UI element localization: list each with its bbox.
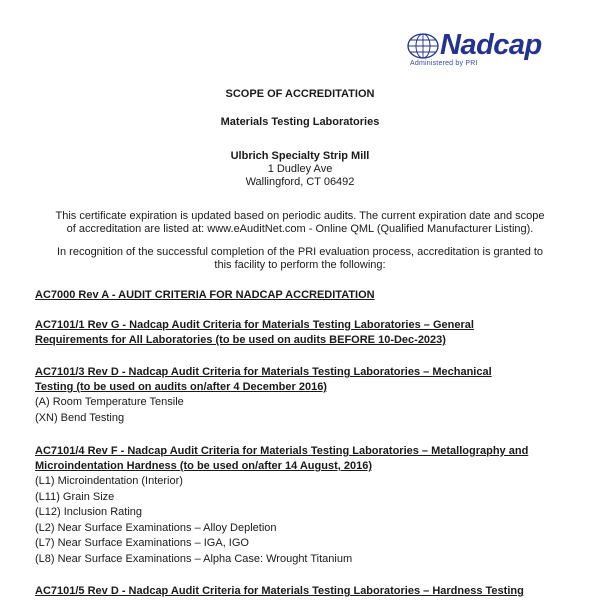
list-item: (L7) Near Surface Examinations – IGA, IGO bbox=[35, 537, 249, 550]
section-title-line: AC7101/4 Rev F - Nadcap Audit Criteria for Materials Testing Laboratories – Metallography and bbox=[35, 445, 529, 457]
facility-name: Ulbrich Specialty Strip Mill bbox=[230, 150, 370, 162]
section-ac7000 bbox=[35, 288, 570, 303]
logo-subtitle: Administered by PRI bbox=[410, 60, 478, 67]
facility-address-line2: Wallingford, CT 06492 bbox=[245, 176, 355, 188]
list-item: (L2) Near Surface Examinations – Alloy Depletion bbox=[35, 521, 277, 534]
section-title-line: AC7000 Rev A - AUDIT CRITERIA FOR NADCAP ACCREDITATION bbox=[35, 289, 375, 301]
section-title-line: AC7101/5 Rev D - Nadcap Audit Criteria for Materials Testing Laboratories – Hardness Testing bbox=[35, 585, 524, 597]
expiration-note-line2: of accreditation are listed at: www.eAuditNet.com - Online QML (Qualified Manufacturer Listing). bbox=[66, 223, 534, 235]
recognition-note-line1: In recognition of the successful completion of the PRI evaluation process, accreditation is granted to bbox=[56, 246, 544, 258]
category-title: Materials Testing Laboratories bbox=[220, 116, 380, 128]
list-item: (XN) Bend Testing bbox=[35, 411, 125, 424]
logo-wordmark: Nadcap bbox=[440, 29, 542, 61]
list-item: (L11) Grain Size bbox=[35, 490, 115, 503]
section-ac7101-3 bbox=[35, 365, 570, 426]
scope-title: SCOPE OF ACCREDITATION bbox=[225, 88, 375, 100]
section-ac7101-5 bbox=[35, 584, 570, 599]
section-title-line: Requirements for All Laboratories (to be used on audits BEFORE 10-Dec-2023) bbox=[35, 334, 446, 346]
facility-address-line1: 1 Dudley Ave bbox=[267, 163, 333, 175]
section-ac7101-1 bbox=[35, 318, 570, 348]
section-title-line: AC7101/1 Rev G - Nadcap Audit Criteria for Materials Testing Laboratories – General bbox=[35, 319, 474, 331]
section-title-line: Testing (to be used on audits on/after 4 December 2016) bbox=[35, 381, 327, 393]
list-item: (A) Room Temperature Tensile bbox=[35, 396, 184, 408]
section-title-line: AC7101/3 Rev D - Nadcap Audit Criteria for Materials Testing Laboratories – Mechanical bbox=[35, 366, 492, 378]
section-ac7101-4 bbox=[35, 444, 570, 568]
expiration-note-line1: This certificate expiration is updated based on periodic audits. The current expiration date and scope bbox=[55, 210, 545, 222]
globe-icon bbox=[406, 32, 442, 60]
list-item: (L12) Inclusion Rating bbox=[35, 506, 143, 519]
list-item: (L8) Near Surface Examinations – Alpha Case: Wrought Titanium bbox=[35, 552, 353, 565]
nadcap-logo bbox=[406, 30, 570, 68]
section-title-line: Microindentation Hardness (to be used on/after 14 August, 2016) bbox=[35, 460, 372, 472]
recognition-note-line2: this facility to perform the following: bbox=[214, 259, 386, 271]
list-item: (L1) Microindentation (Interior) bbox=[35, 475, 183, 487]
